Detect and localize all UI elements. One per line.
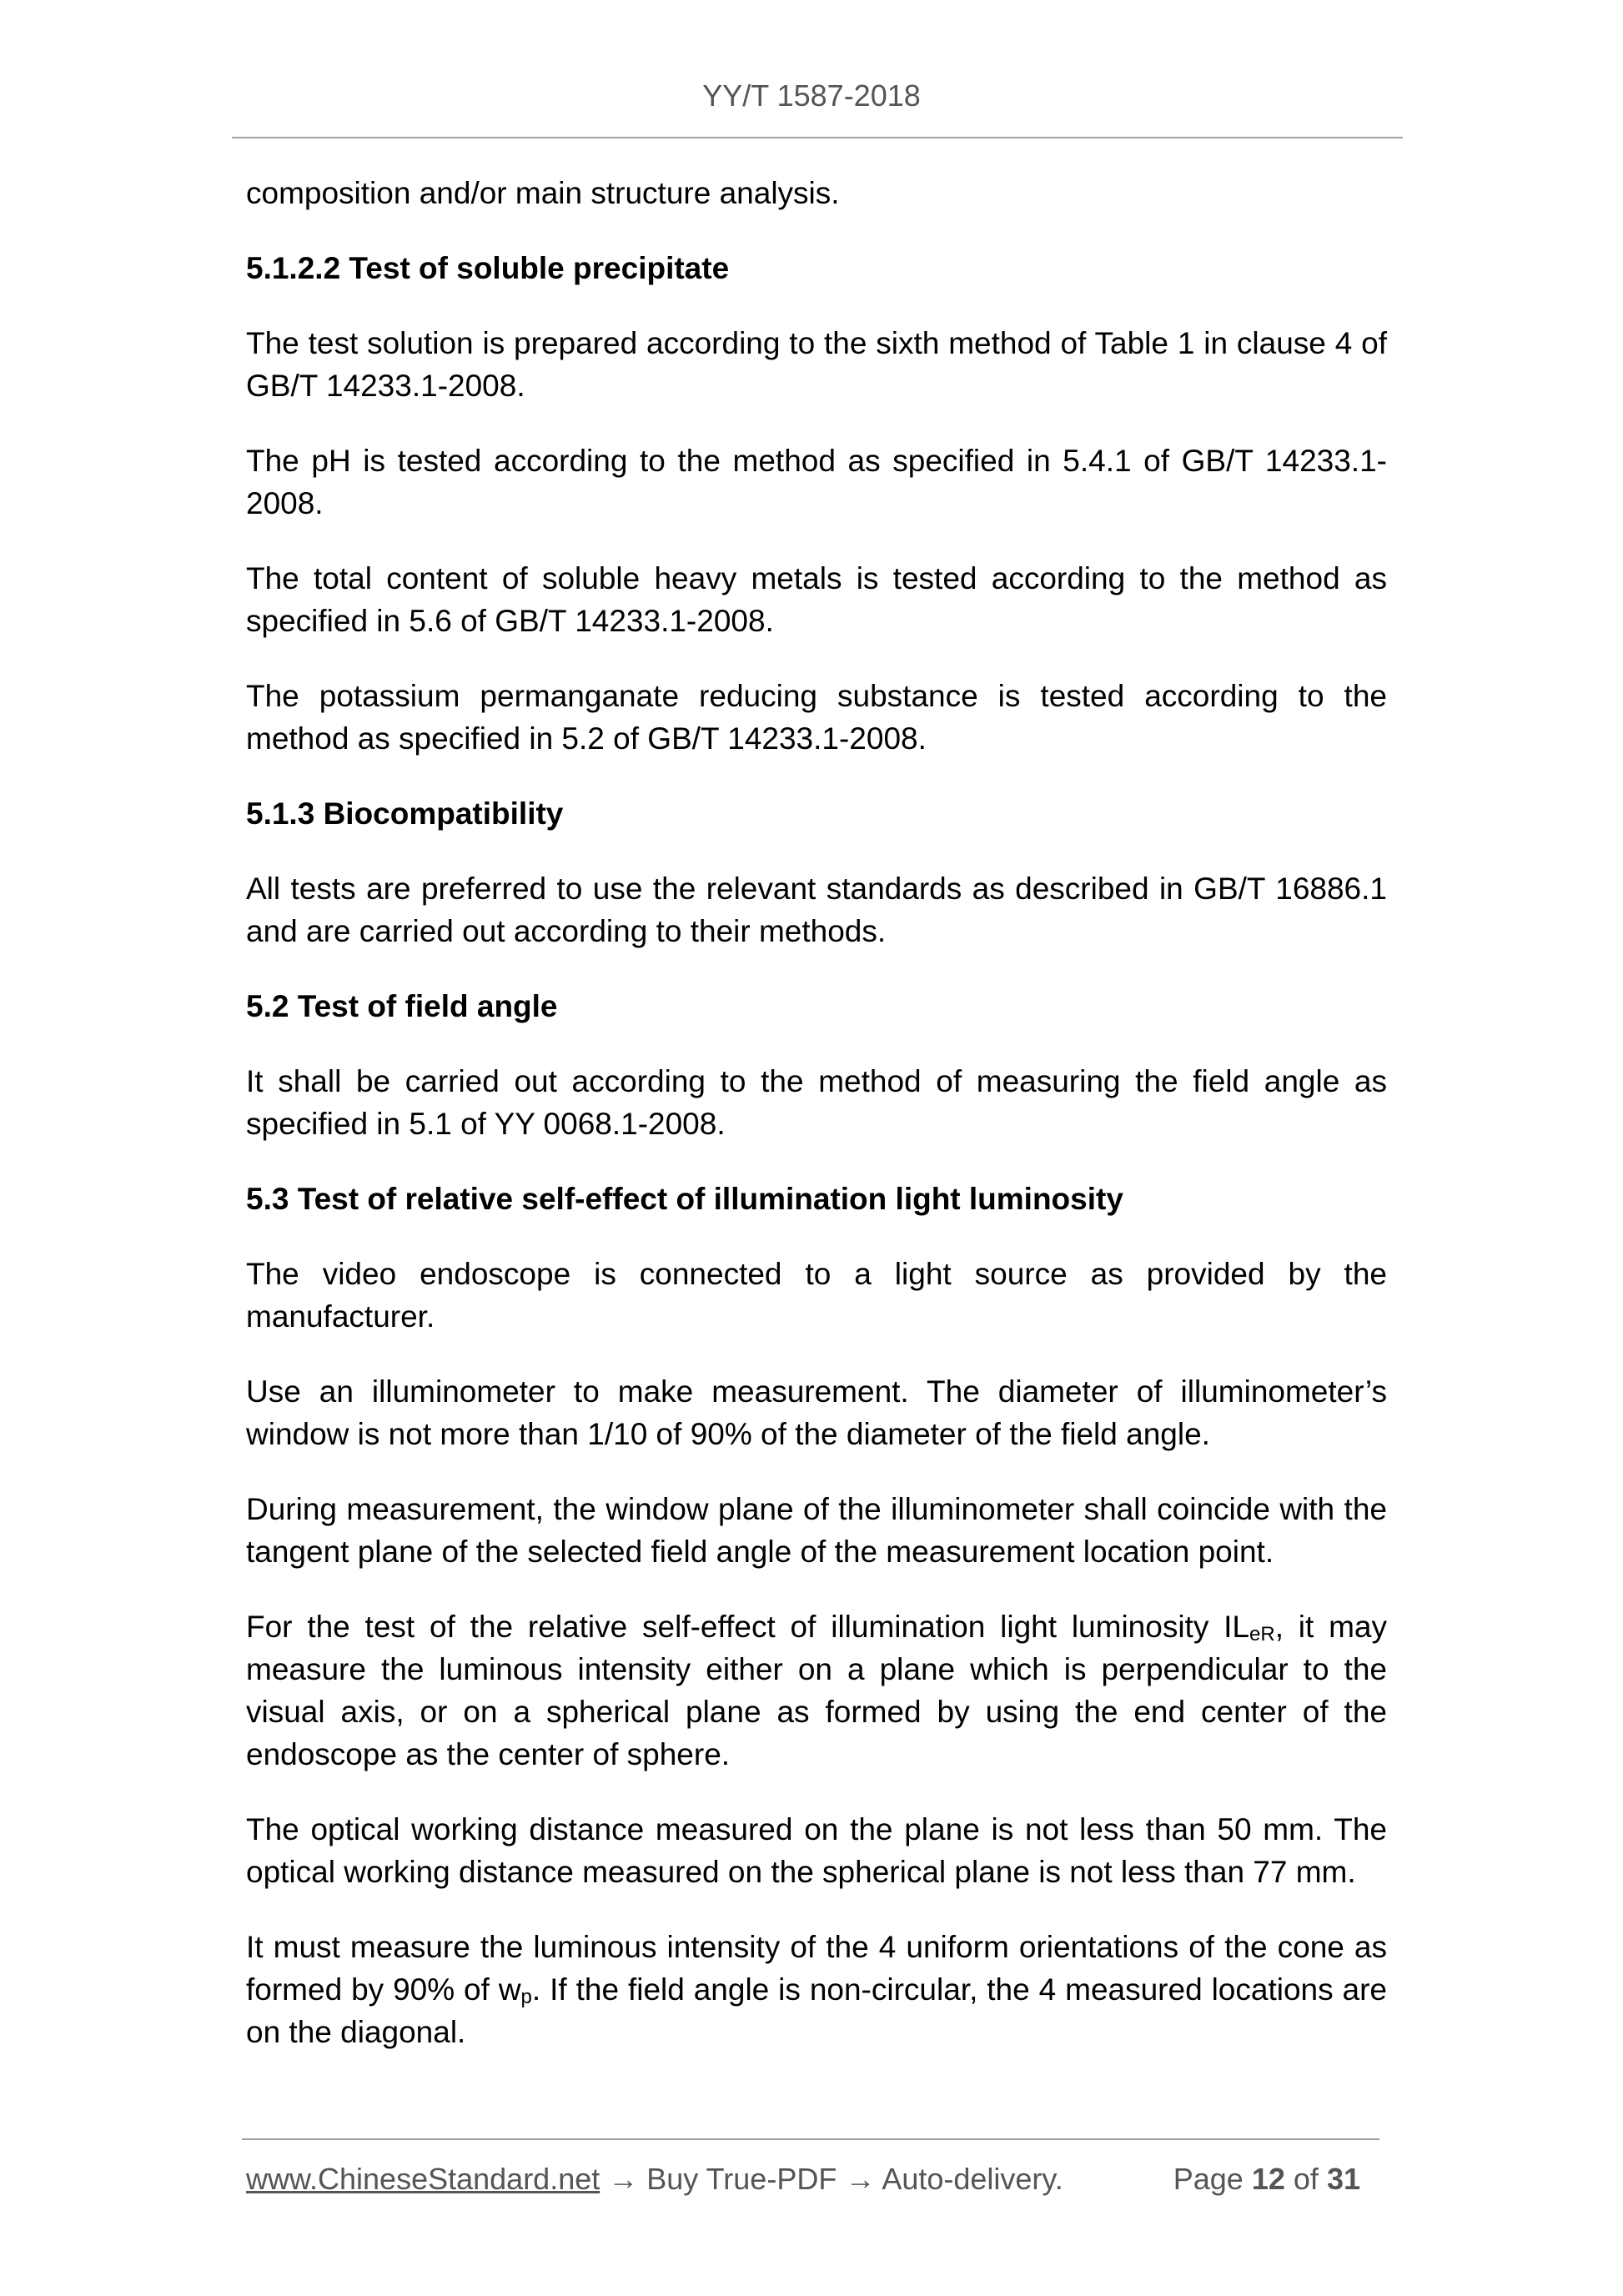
section-heading	[246, 1178, 1387, 1220]
paragraph	[246, 675, 1387, 760]
page-current: 12	[1251, 2162, 1285, 2196]
page-indicator	[1173, 2162, 1360, 2197]
paragraph-text: . If the field angle is non-circular, the 4 measured locations are on the diagonal.	[246, 1972, 1388, 2049]
subscript: eR	[1249, 1623, 1275, 1645]
page-label: Page	[1173, 2162, 1244, 2196]
paragraph-text: The total content of soluble heavy metals is tested according to the method as specified in 5.6 of GB/T 14233.1-2008.	[246, 561, 1387, 638]
paragraph	[246, 172, 1387, 214]
paragraph-text: , it may measure the luminous intensity either on a plane which is perpendicular to the visual axis, or on a spherical plane as formed by using the end center of the endoscope as the center of sphere.	[246, 1610, 1387, 1771]
paragraph-text: 5.3 Test of relative self-effect of illumination light luminosity	[246, 1182, 1123, 1216]
footer	[246, 2162, 1375, 2197]
paragraph	[246, 1926, 1387, 2053]
footer-tagline: → Buy True-PDF → Auto-delivery.	[600, 2162, 1063, 2196]
paragraph-text: The video endoscope is connected to a light source as provided by the manufacturer.	[246, 1257, 1387, 1334]
page-of: of	[1293, 2162, 1319, 2196]
paragraph	[246, 1488, 1387, 1573]
paragraph	[246, 440, 1387, 525]
paragraph-text: It shall be carried out according to the method of measuring the field angle as specified in 5.1 of YY 0068.1-2008.	[246, 1064, 1387, 1141]
paragraph-text: 5.2 Test of field angle	[246, 989, 558, 1023]
paragraph	[246, 322, 1387, 407]
footer-divider	[242, 2138, 1379, 2140]
paragraph	[246, 1060, 1387, 1145]
paragraph-text: The pH is tested according to the method as specified in 5.4.1 of GB/T 14233.1-2008.	[246, 444, 1387, 520]
website-link[interactable]: www.ChineseStandard.net	[246, 2162, 600, 2196]
paragraph-text: Use an illuminometer to make measurement. The diameter of illuminometer’s window is not more than 1/10 of 90% of the diameter of the field angle.	[246, 1374, 1387, 1451]
paragraph-text: It must measure the luminous intensity of the 4 uniform orientations of the cone as formed by 90% of w	[246, 1930, 1387, 2007]
paragraph-text: composition and/or main structure analysis.	[246, 176, 840, 210]
page-total: 31	[1326, 2162, 1360, 2196]
paragraph	[246, 1253, 1387, 1338]
paragraph	[246, 867, 1387, 952]
paragraph-text: The potassium permanganate reducing substance is tested according to the method as specified in 5.2 of GB/T 14233.1-2008.	[246, 679, 1387, 756]
paragraph-text: For the test of the relative self-effect of illumination light luminosity IL	[246, 1610, 1249, 1644]
header-divider	[232, 137, 1403, 138]
paragraph	[246, 1808, 1387, 1893]
section-heading	[246, 247, 1387, 289]
paragraph	[246, 1605, 1387, 1776]
document-header: YY/T 1587-2018	[702, 78, 921, 113]
paragraph-text: The test solution is prepared according to the sixth method of Table 1 in clause 4 of GB/T 14233.1-2008.	[246, 326, 1387, 403]
paragraph-text: During measurement, the window plane of the illuminometer shall coincide with the tangent plane of the selected field angle of the measurement location point.	[246, 1492, 1387, 1569]
document-body	[246, 172, 1387, 2086]
paragraph	[246, 557, 1387, 642]
paragraph-text: 5.1.3 Biocompatibility	[246, 796, 564, 831]
subscript: p	[520, 1986, 532, 2008]
paragraph-text: All tests are preferred to use the relevant standards as described in GB/T 16886.1 and are carried out according to their methods.	[246, 872, 1387, 948]
section-heading	[246, 792, 1387, 835]
section-heading	[246, 985, 1387, 1027]
paragraph	[246, 1370, 1387, 1455]
paragraph-text: 5.1.2.2 Test of soluble precipitate	[246, 251, 730, 285]
paragraph-text: The optical working distance measured on the plane is not less than 50 mm. The optical working distance measured on the spherical plane is not less than 77 mm.	[246, 1812, 1387, 1889]
footer-promo	[246, 2162, 1063, 2197]
